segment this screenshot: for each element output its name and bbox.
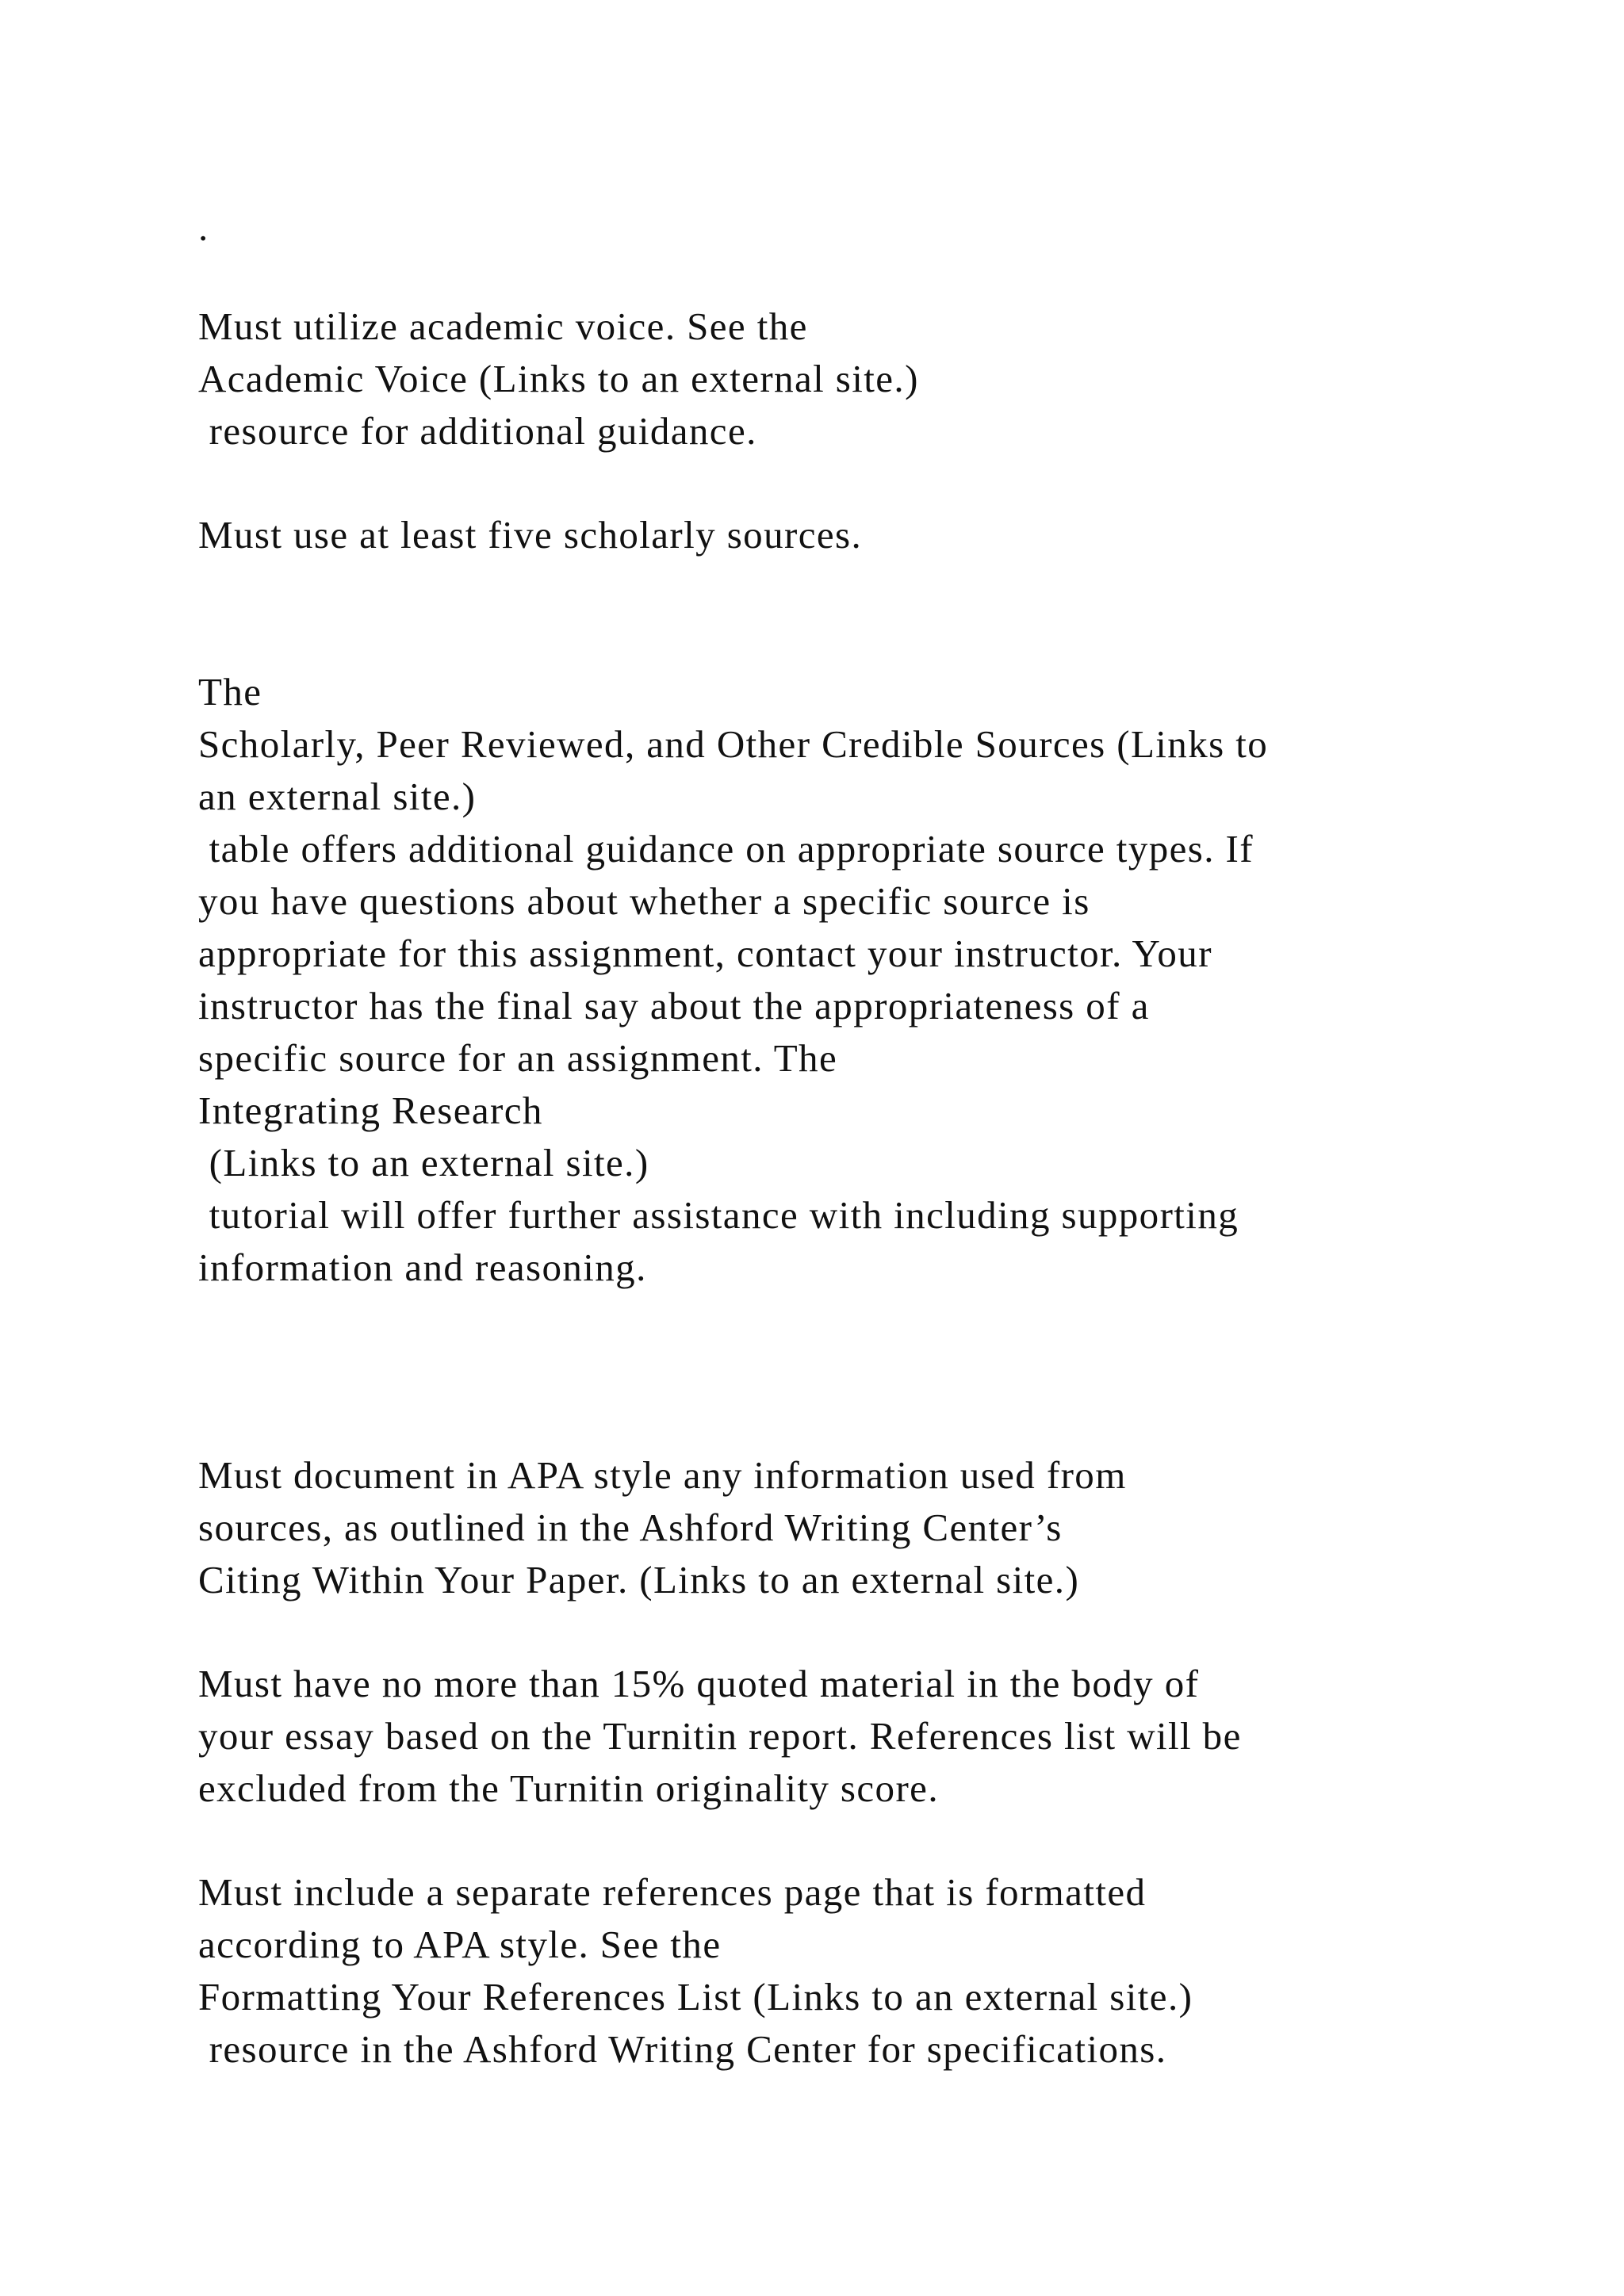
text-line: Scholarly, Peer Reviewed, and Other Credible Sources (Links to xyxy=(198,722,1269,766)
text-line: The xyxy=(198,670,262,714)
text-line: Formatting Your References List (Links to an external site.) xyxy=(198,1975,1193,2019)
text-line: sources, as outlined in the Ashford Writing Center’s xyxy=(198,1506,1063,1549)
text-line: Must utilize academic voice. See the xyxy=(198,304,808,348)
text-line: (Links to an external site.) xyxy=(198,1141,649,1184)
text-line: Academic Voice (Links to an external site.) xyxy=(198,357,919,400)
text-line: Must document in APA style any information used from xyxy=(198,1453,1127,1497)
text-line: instructor has the final say about the appropriateness of a xyxy=(198,984,1150,1027)
text-line: Citing Within Your Paper. (Links to an external site.) xyxy=(198,1558,1080,1601)
text-line: Integrating Research xyxy=(198,1089,543,1132)
text-line: Must use at least five scholarly sources. xyxy=(198,513,863,557)
text-line: Must have no more than 15% quoted material in the body of xyxy=(198,1662,1200,1705)
text-line: an external site.) xyxy=(198,775,477,818)
text-line: . xyxy=(198,205,209,249)
text-line: excluded from the Turnitin originality score. xyxy=(198,1766,939,1810)
text-line: according to APA style. See the xyxy=(198,1923,722,1966)
text-line: you have questions about whether a specific source is xyxy=(198,879,1090,923)
text-line: information and reasoning. xyxy=(198,1246,647,1289)
text-line: Must include a separate references page that is formatted xyxy=(198,1870,1147,1914)
text-line: resource in the Ashford Writing Center for specifications. xyxy=(198,2027,1167,2071)
text-line: appropriate for this assignment, contact your instructor. Your xyxy=(198,932,1212,975)
text-line: your essay based on the Turnitin report. References list will be xyxy=(198,1714,1242,1758)
text-line: table offers additional guidance on appropriate source types. If xyxy=(198,827,1254,871)
text-line: specific source for an assignment. The xyxy=(198,1036,838,1080)
text-line: resource for additional guidance. xyxy=(198,409,757,453)
text-line: tutorial will offer further assistance with including supporting xyxy=(198,1193,1239,1237)
